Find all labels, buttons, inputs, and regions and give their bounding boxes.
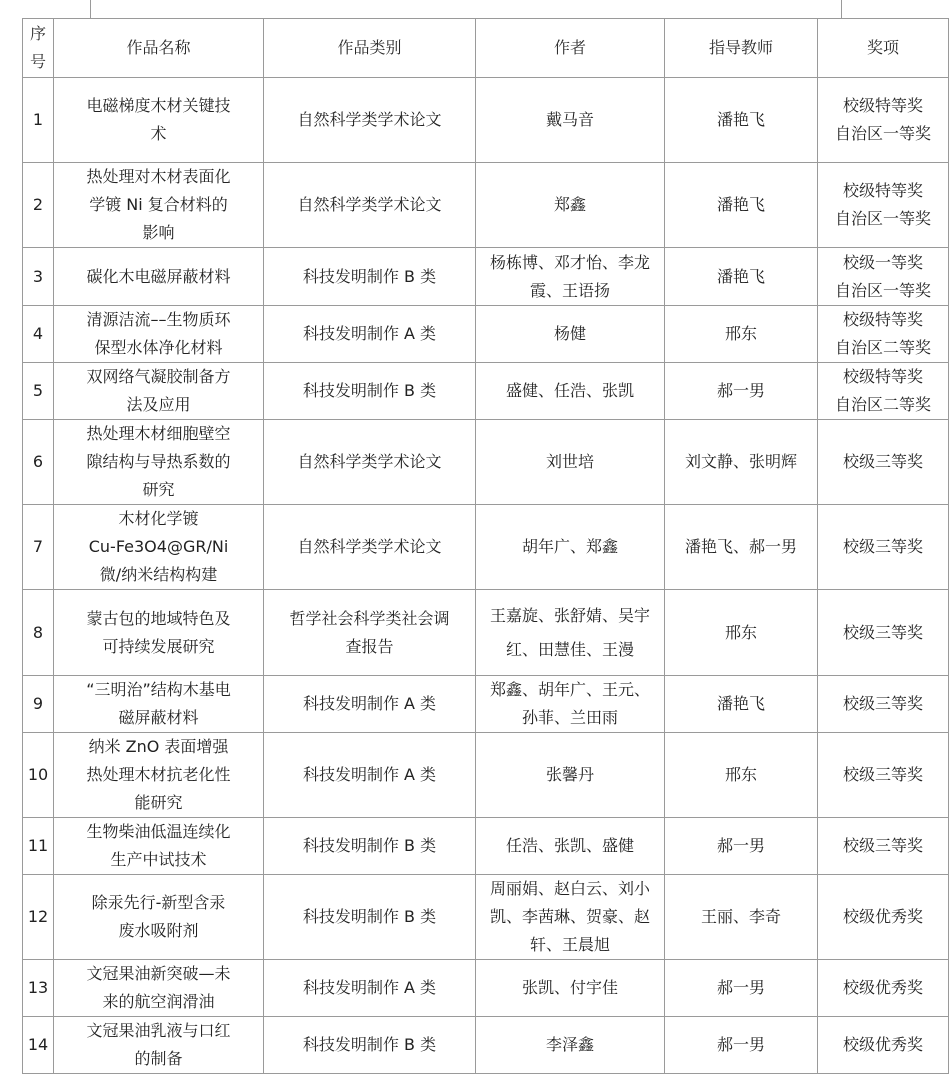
- cell-advisor: 郝一男: [665, 960, 818, 1017]
- cell-category: 科技发明制作 B 类: [264, 875, 476, 960]
- header-no: 序 号: [23, 19, 54, 78]
- header-name: 作品名称: [54, 19, 264, 78]
- cell-award: 校级三等奖: [818, 676, 949, 733]
- cell-advisor: 郝一男: [665, 1017, 818, 1074]
- cell-name: 清源洁流––生物质环 保型水体净化材料: [54, 306, 264, 363]
- cell-award: 校级特等奖 自治区一等奖: [818, 78, 949, 163]
- cell-advisor: 王丽、李奇: [665, 875, 818, 960]
- cell-no: 3: [23, 248, 54, 306]
- cell-award: 校级特等奖 自治区二等奖: [818, 306, 949, 363]
- cell-no: 1: [23, 78, 54, 163]
- cell-advisor: 潘艳飞: [665, 78, 818, 163]
- cell-no: 12: [23, 875, 54, 960]
- cell-category: 自然科学类学术论文: [264, 78, 476, 163]
- cell-no: 14: [23, 1017, 54, 1074]
- cell-award: 校级优秀奖: [818, 960, 949, 1017]
- table-row: [23, 248, 949, 306]
- cell-author: 盛健、任浩、张凯: [476, 363, 665, 420]
- cell-name: 电磁梯度木材关键技 术: [54, 78, 264, 163]
- table-row: [23, 163, 949, 248]
- table-row: [23, 505, 949, 590]
- cell-author: 李泽鑫: [476, 1017, 665, 1074]
- cell-award: 校级特等奖 自治区二等奖: [818, 363, 949, 420]
- cell-advisor: 潘艳飞: [665, 676, 818, 733]
- cell-no: 4: [23, 306, 54, 363]
- cell-author: 胡年广、郑鑫: [476, 505, 665, 590]
- cell-no: 9: [23, 676, 54, 733]
- cell-author: 杨健: [476, 306, 665, 363]
- table-row: [23, 676, 949, 733]
- cell-no: 13: [23, 960, 54, 1017]
- cell-name: “三明治”结构木基电 磁屏蔽材料: [54, 676, 264, 733]
- cell-name: 文冠果油乳液与口红 的制备: [54, 1017, 264, 1074]
- cell-author: 张凯、付宇佳: [476, 960, 665, 1017]
- cell-no: 7: [23, 505, 54, 590]
- cell-award: 校级三等奖: [818, 818, 949, 875]
- cell-advisor: 邢东: [665, 306, 818, 363]
- cell-award: 校级优秀奖: [818, 875, 949, 960]
- cell-advisor: 刘文静、张明辉: [665, 420, 818, 505]
- cell-advisor: 潘艳飞、郝一男: [665, 505, 818, 590]
- cell-advisor: 潘艳飞: [665, 248, 818, 306]
- table-row: [23, 363, 949, 420]
- table-row: [23, 306, 949, 363]
- cell-author: 戴马音: [476, 78, 665, 163]
- cell-name: 双网络气凝胶制备方 法及应用: [54, 363, 264, 420]
- cell-name: 蒙古包的地域特色及 可持续发展研究: [54, 590, 264, 676]
- cell-name: 热处理木材细胞壁空 隙结构与导热系数的 研究: [54, 420, 264, 505]
- cell-category: 科技发明制作 B 类: [264, 1017, 476, 1074]
- cell-category: 科技发明制作 A 类: [264, 306, 476, 363]
- cell-category: 哲学社会科学类社会调 查报告: [264, 590, 476, 676]
- cell-category: 自然科学类学术论文: [264, 505, 476, 590]
- cell-award: 校级特等奖 自治区一等奖: [818, 163, 949, 248]
- cell-author: 刘世培: [476, 420, 665, 505]
- cell-advisor: 郝一男: [665, 363, 818, 420]
- table-top-strip: [90, 0, 842, 18]
- cell-category: 自然科学类学术论文: [264, 420, 476, 505]
- awards-table: [22, 18, 949, 1074]
- table-header-row: [23, 19, 949, 78]
- cell-no: 6: [23, 420, 54, 505]
- cell-name: 木材化学镀 Cu-Fe3O4@GR/Ni 微/纳米结构构建: [54, 505, 264, 590]
- cell-author: 周丽娟、赵白云、刘小 凯、李茜琳、贺豪、赵 轩、王晨旭: [476, 875, 665, 960]
- table-row: [23, 590, 949, 676]
- cell-no: 5: [23, 363, 54, 420]
- cell-category: 科技发明制作 A 类: [264, 676, 476, 733]
- cell-name: 除汞先行-新型含汞 废水吸附剂: [54, 875, 264, 960]
- cell-category: 科技发明制作 A 类: [264, 733, 476, 818]
- table-row: [23, 818, 949, 875]
- cell-award: 校级三等奖: [818, 505, 949, 590]
- cell-category: 自然科学类学术论文: [264, 163, 476, 248]
- cell-award: 校级三等奖: [818, 733, 949, 818]
- cell-award: 校级一等奖 自治区一等奖: [818, 248, 949, 306]
- cell-no: 2: [23, 163, 54, 248]
- cell-name: 热处理对木材表面化 学镀 Ni 复合材料的 影响: [54, 163, 264, 248]
- cell-name: 纳米 ZnO 表面增强 热处理木材抗老化性 能研究: [54, 733, 264, 818]
- cell-advisor: 邢东: [665, 733, 818, 818]
- table-row: [23, 78, 949, 163]
- table-row: [23, 960, 949, 1017]
- cell-author: 张馨丹: [476, 733, 665, 818]
- cell-advisor: 邢东: [665, 590, 818, 676]
- cell-advisor: 潘艳飞: [665, 163, 818, 248]
- cell-award: 校级三等奖: [818, 420, 949, 505]
- header-author: 作者: [476, 19, 665, 78]
- cell-category: 科技发明制作 A 类: [264, 960, 476, 1017]
- cell-category: 科技发明制作 B 类: [264, 248, 476, 306]
- cell-award: 校级三等奖: [818, 590, 949, 676]
- cell-no: 11: [23, 818, 54, 875]
- cell-name: 碳化木电磁屏蔽材料: [54, 248, 264, 306]
- cell-author: 郑鑫: [476, 163, 665, 248]
- cell-category: 科技发明制作 B 类: [264, 363, 476, 420]
- cell-author: 郑鑫、胡年广、王元、 孙菲、兰田雨: [476, 676, 665, 733]
- header-award: 奖项: [818, 19, 949, 78]
- cell-author: 任浩、张凯、盛健: [476, 818, 665, 875]
- table-row: [23, 1017, 949, 1074]
- header-advisor: 指导教师: [665, 19, 818, 78]
- cell-award: 校级优秀奖: [818, 1017, 949, 1074]
- table-row: [23, 875, 949, 960]
- cell-name: 生物柴油低温连续化 生产中试技术: [54, 818, 264, 875]
- cell-no: 10: [23, 733, 54, 818]
- cell-category: 科技发明制作 B 类: [264, 818, 476, 875]
- table-row: [23, 420, 949, 505]
- cell-advisor: 郝一男: [665, 818, 818, 875]
- table-row: [23, 733, 949, 818]
- cell-no: 8: [23, 590, 54, 676]
- header-category: 作品类别: [264, 19, 476, 78]
- cell-author: 王嘉旋、张舒婧、吴宇 红、田慧佳、王漫: [476, 590, 665, 676]
- cell-author: 杨栋博、邓才怡、李龙 霞、王语扬: [476, 248, 665, 306]
- cell-name: 文冠果油新突破—未 来的航空润滑油: [54, 960, 264, 1017]
